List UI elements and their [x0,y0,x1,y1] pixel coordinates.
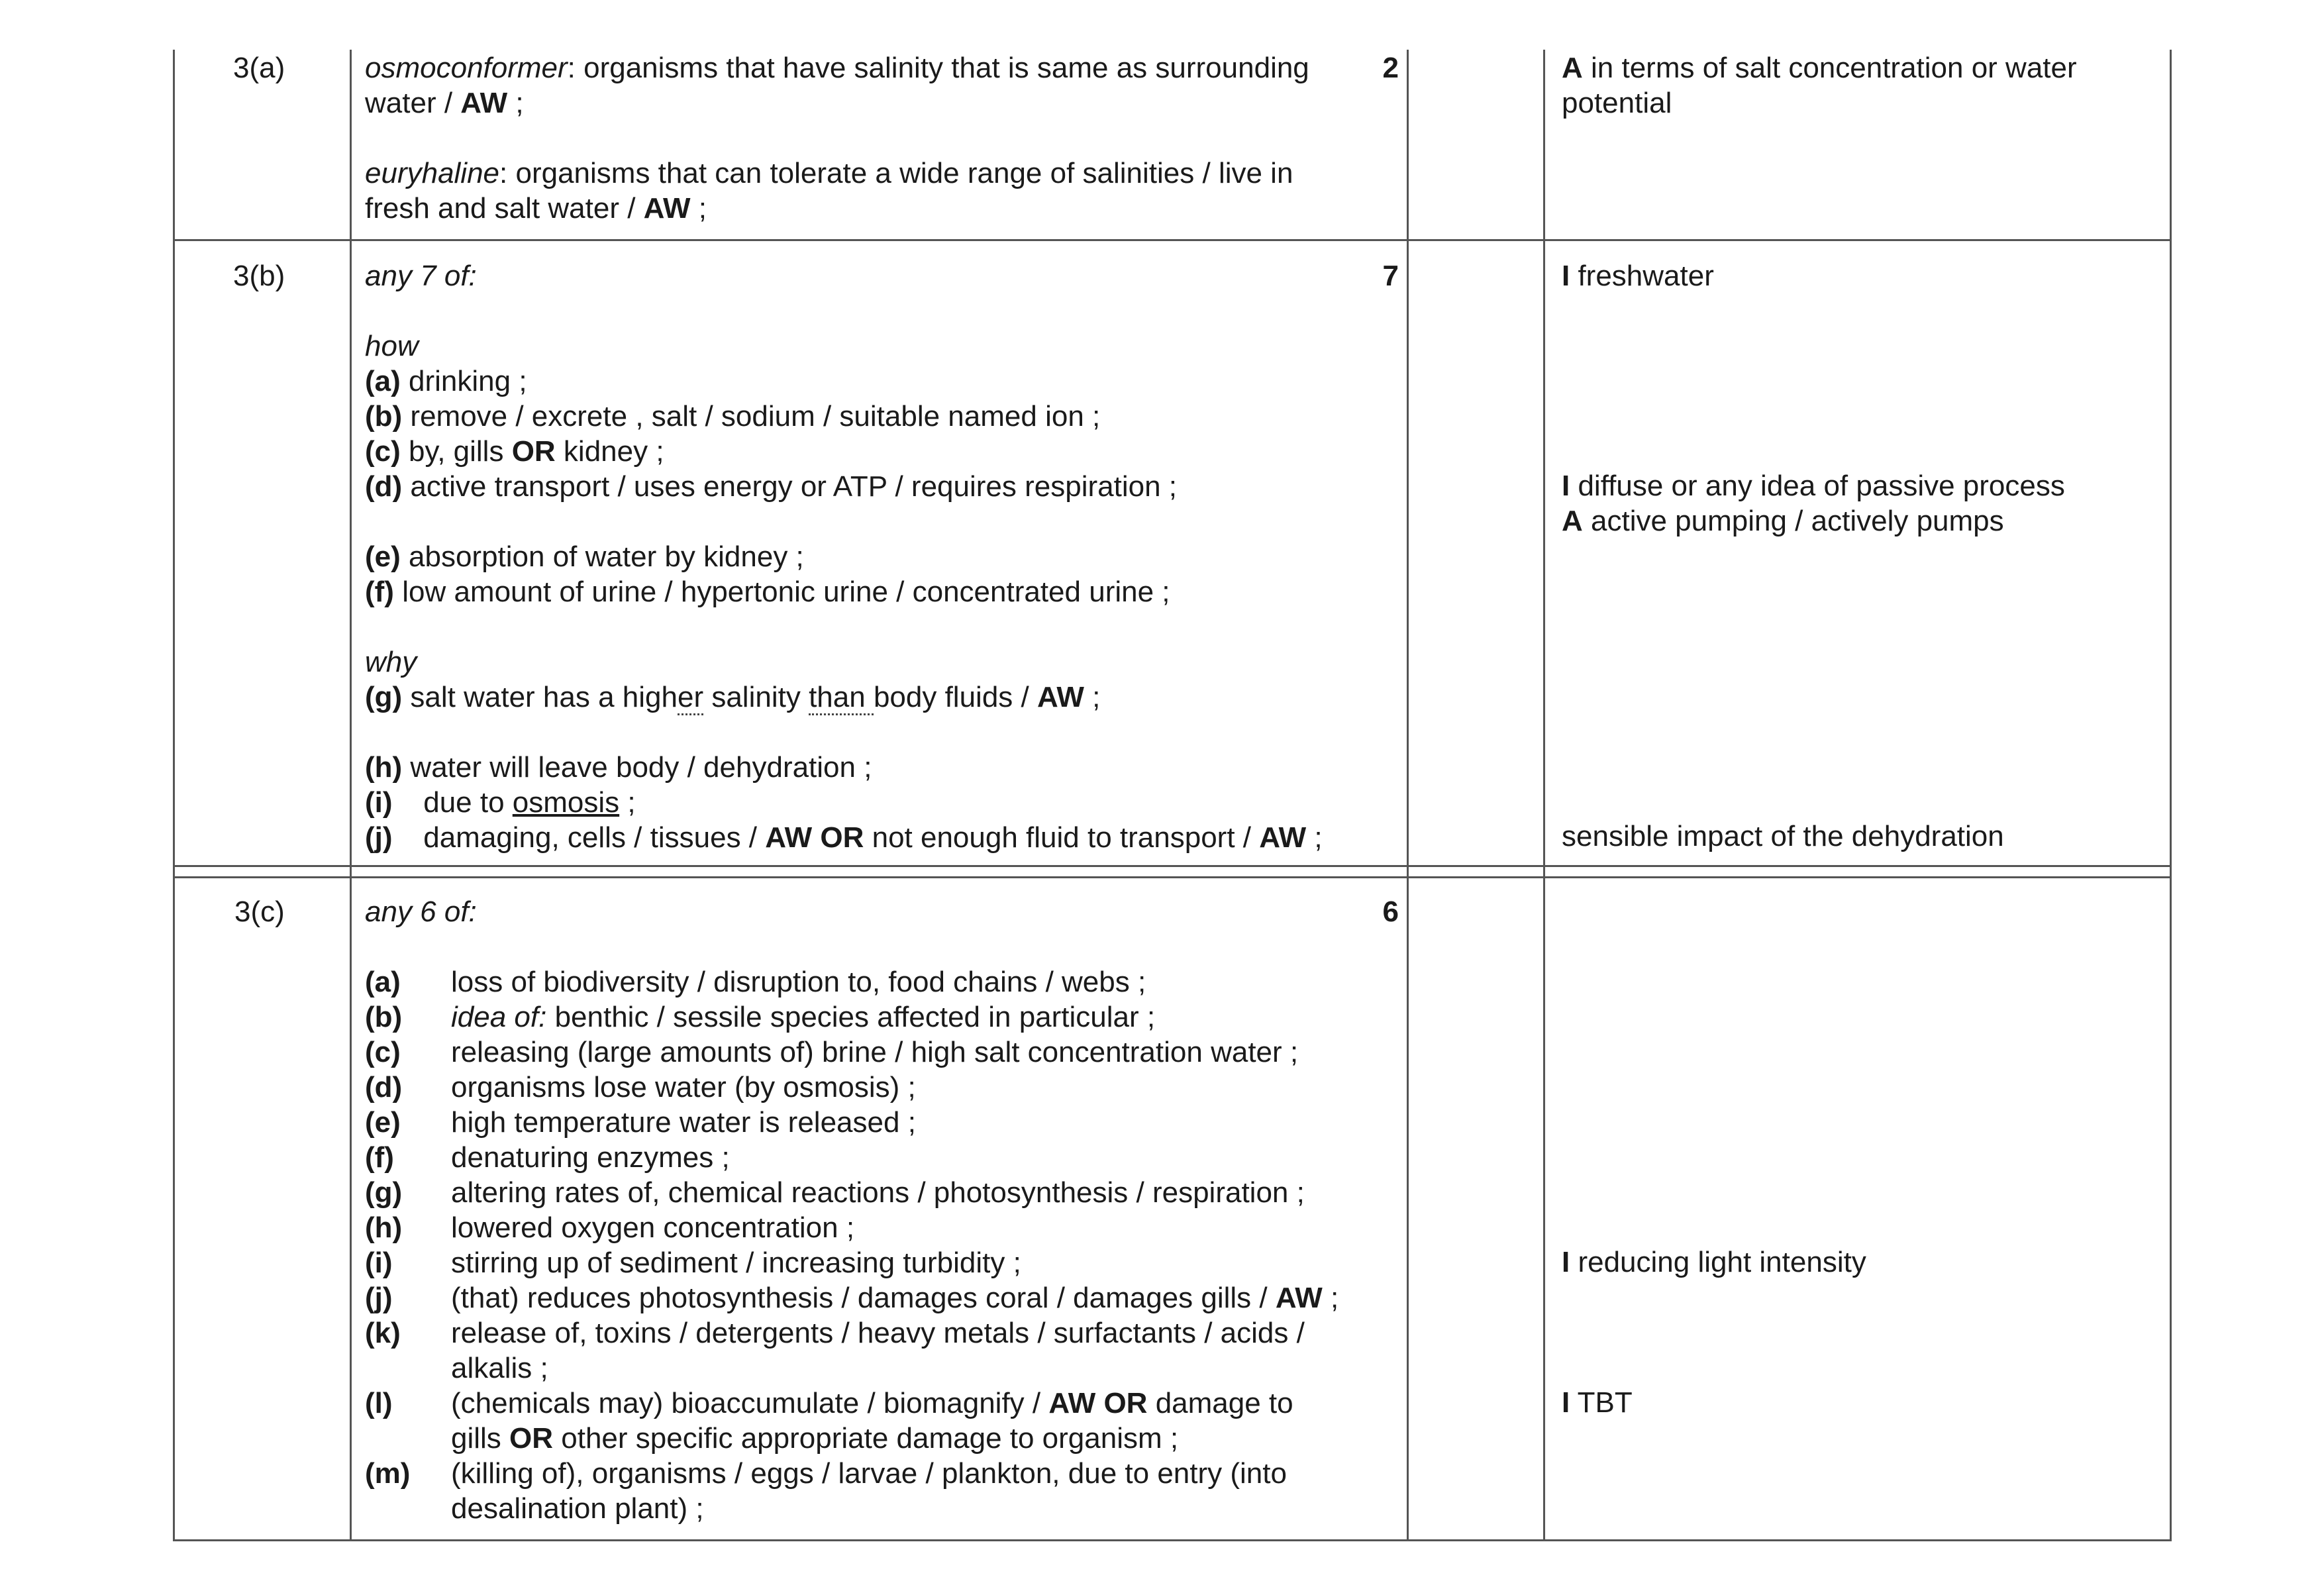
or-keyword: OR [511,435,556,468]
accept-prefix: A [1562,52,1583,84]
list-item [365,750,1398,785]
subheading-why: why [365,646,417,678]
aw-abbrev: AW [1048,1387,1096,1419]
guidance-line [1562,1385,2158,1420]
item-text: high temperature water is released ; [451,1106,916,1139]
guidance-3b-dehydration [1562,819,2158,854]
ignore-prefix: I [1562,1386,1570,1419]
item-label: (d) [365,1071,403,1103]
item-label: (j) [365,821,393,854]
guidance-3c-light [1562,1245,2158,1280]
guidance-text: active pumping / actively pumps [1582,505,2004,537]
answer-text: : organisms that have salinity that is same as surrounding [567,52,1309,84]
item-text: gills [451,1422,510,1455]
idea-of-prefix: idea of: [451,1001,547,1033]
list-item [365,1070,1398,1105]
list-item [365,964,1398,1000]
answer-line [365,156,1398,191]
marks-3a: 2 [1382,52,1399,84]
table-border-right [2170,50,2172,1541]
item-text: not enough fluid to transport / [864,821,1260,854]
item-text: damaging, cells / tissues / [415,821,766,854]
guidance-line [1562,1245,2158,1280]
item-label: (c) [365,1036,401,1068]
guidance-text: potential [1562,87,1672,119]
guidance-3b [1562,258,2158,293]
answer-text: ; [690,192,707,225]
item-text: salt water has a high [402,681,678,713]
guidance-text: in terms of salt concentration or water [1582,52,2077,84]
aw-abbrev: AW [1036,681,1084,713]
item-label: (b) [365,1001,403,1033]
list-item [365,1280,1398,1315]
item-text: stirring up of sediment / increasing turbidity ; [451,1247,1021,1279]
item-label: (b) [365,400,403,433]
list-item [365,539,1398,574]
term-osmoconformer: osmoconformer [365,52,568,84]
aw-abbrev: AW [765,821,813,854]
column-divider-question [350,50,352,1541]
answer-text: fresh and salt water / [365,192,644,225]
list-item [365,399,1398,434]
list-item [365,364,1398,399]
question-number-3a: 3(a) [233,52,285,84]
item-text: release of, toxins / detergents / heavy metals / surfactants / acids / [451,1317,1305,1349]
table-border-left [173,50,175,1541]
answer-3c [365,894,1398,1526]
item-text: body fluids / [873,681,1037,713]
item-text: due to [415,786,513,819]
guidance-3a [1562,50,2158,121]
or-keyword: OR [812,821,864,854]
question-number-3c: 3(c) [234,896,285,928]
item-text: releasing (large amounts of) brine / high salt concentration water ; [451,1036,1299,1068]
guidance-3c-tbt [1562,1385,2158,1420]
column-divider-marks [1543,50,1545,1541]
guidance-text: freshwater [1570,260,1714,292]
item-text: organisms lose water (by osmosis) ; [451,1071,916,1103]
list-item [365,434,1398,469]
item-label: (i) [365,786,393,819]
dotted-underline-text: than [809,681,874,715]
item-label: (m) [365,1457,411,1490]
answer-text: : organisms that can tolerate a wide range of salinities / live in [499,157,1293,189]
guidance-line [1562,503,2158,538]
list-item [365,1105,1398,1140]
list-item [365,469,1398,504]
item-label: (a) [365,365,401,397]
item-label: (l) [365,1387,393,1419]
item-text: salinity [703,681,809,713]
answer-line [365,50,1398,85]
marks-3c: 6 [1382,896,1399,928]
answer-intro: any 6 of: [365,896,477,928]
item-label: (h) [365,1211,403,1244]
item-text: drinking ; [400,365,527,397]
term-euryhaline: euryhaline [365,157,500,189]
guidance-line [1562,258,2158,293]
item-label: (e) [365,540,401,573]
item-text: altering rates of, chemical reactions / photosynthesis / respiration ; [451,1176,1305,1209]
answer-text: water / [365,87,461,119]
guidance-line [1562,468,2158,503]
item-text: benthic / sessile species affected in particular ; [546,1001,1156,1033]
item-text: damage to [1147,1387,1293,1419]
answer-text: ; [507,87,524,119]
list-item [365,1000,1398,1035]
aw-abbrev: AW [460,87,508,119]
item-text: kidney ; [555,435,664,468]
item-label: (d) [365,470,403,503]
item-label: (e) [365,1106,401,1139]
item-label: (c) [365,435,401,468]
item-text: loss of biodiversity / disruption to, food chains / webs ; [451,966,1146,998]
item-text: by, gills [400,435,512,468]
guidance-text: TBT [1570,1386,1633,1419]
subheading-how: how [365,330,419,362]
item-text: water will leave body / dehydration ; [402,751,872,784]
item-text: ; [1322,1282,1339,1314]
item-text: remove / excrete , salt / sodium / suitable named ion ; [402,400,1101,433]
table-border-bottom [173,1539,2172,1541]
item-label: (g) [365,1176,403,1209]
item-label: (j) [365,1282,393,1314]
row-divider-a-b [173,239,2172,241]
item-label: (f) [365,1141,394,1174]
column-divider-answer [1407,50,1409,1541]
list-item [365,1456,1398,1526]
row-divider-b-c-top [173,865,2172,867]
guidance-text: reducing light intensity [1570,1246,1866,1278]
item-label: (g) [365,681,403,713]
item-label: (k) [365,1317,401,1349]
list-item [365,1035,1398,1070]
aw-abbrev: AW [1259,821,1307,854]
ignore-prefix: I [1562,260,1570,292]
item-text: (chemicals may) bioaccumulate / biomagnify / [451,1387,1049,1419]
item-text: lowered oxygen concentration ; [451,1211,855,1244]
item-text: low amount of urine / hypertonic urine / concentrated urine ; [393,576,1170,608]
accept-prefix: A [1562,505,1583,537]
ignore-prefix: I [1562,470,1570,502]
answer-line [365,191,1398,226]
guidance-line [1562,85,2158,121]
guidance-line [1562,50,2158,85]
list-item [365,1140,1398,1175]
list-item [365,1175,1398,1210]
item-text: ; [1306,821,1323,854]
or-keyword: OR [1095,1387,1148,1419]
item-text: other specific appropriate damage to organism ; [553,1422,1179,1455]
guidance-line: sensible impact of the dehydration [1562,820,2004,852]
aw-abbrev: AW [643,192,691,225]
item-text: (that) reduces photosynthesis / damages coral / damages gills / [451,1282,1276,1314]
list-item [365,785,1398,820]
item-text: (killing of), organisms / eggs / larvae / plankton, due to entry (into [451,1457,1287,1490]
item-text: desalination plant) ; [451,1492,704,1525]
list-item [365,1315,1398,1386]
item-label: (h) [365,751,403,784]
list-item [365,820,1398,855]
item-text: alkalis ; [451,1352,548,1384]
ignore-prefix: I [1562,1246,1570,1278]
list-item [365,1245,1398,1280]
item-label: (i) [365,1247,393,1279]
list-item [365,680,1398,715]
item-text: ; [619,786,636,819]
dotted-underline-text: er [678,681,703,715]
guidance-text: diffuse or any idea of passive process [1570,470,2065,502]
item-text: active transport / uses energy or ATP / requires respiration ; [402,470,1177,503]
item-text: ; [1084,681,1101,713]
aw-abbrev: AW [1275,1282,1323,1314]
list-item [365,574,1398,609]
answer-intro: any 7 of: [365,260,477,292]
underlined-term: osmosis [512,786,620,819]
item-text: absorption of water by kidney ; [400,540,804,573]
or-keyword: OR [509,1422,554,1455]
list-item [365,1386,1398,1456]
answer-3b [365,258,1398,855]
item-text: denaturing enzymes ; [451,1141,730,1174]
answer-line [365,85,1398,121]
item-label: (a) [365,966,401,998]
list-item [365,1210,1398,1245]
guidance-3b-transport [1562,468,2158,538]
marks-3b: 7 [1382,260,1399,292]
question-number-3b: 3(b) [233,260,285,292]
answer-3a [365,50,1398,226]
row-divider-b-c-bottom [173,876,2172,878]
item-label: (f) [365,576,394,608]
